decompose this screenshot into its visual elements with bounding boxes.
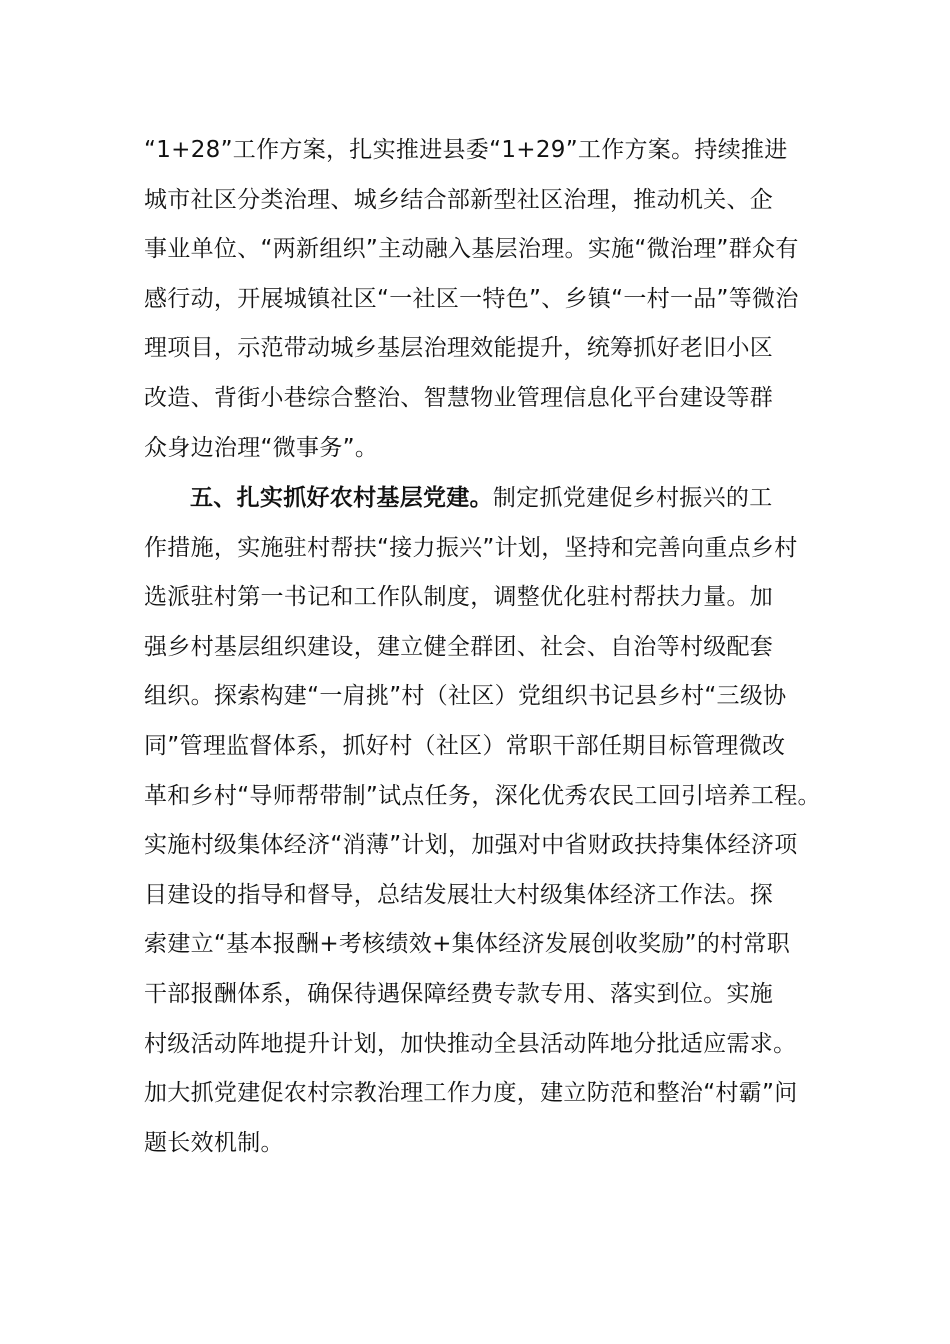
- text-line: 选派驻村第一书记和工作队制度，调整优化驻村帮扶力量。加: [144, 584, 774, 611]
- text-line: 加大抓党建促农村宗教治理工作力度，建立防范和整治“村霸”问: [144, 1080, 798, 1107]
- paragraph-rural-party-building: [144, 474, 834, 1168]
- text-line: 作措施，实施驻村帮扶“接力振兴”计划，坚持和完善向重点乡村: [144, 534, 798, 561]
- text-line: 同”管理监督体系，抓好村（社区）常职干部任期目标管理微改: [144, 732, 786, 759]
- text-line: “1+28”工作方案，扎实推进县委“1+29”工作方案。持续推进: [144, 137, 788, 163]
- text-line: 强乡村基层组织建设，建立健全群团、社会、自治等村级配套: [144, 633, 774, 660]
- text-line: 索建立“基本报酬+考核绩效+集体经济发展创收奖励”的村常职: [144, 931, 791, 958]
- paragraph-community-governance: [144, 126, 834, 473]
- section-heading: 五、扎实抓好农村基层党建。: [190, 485, 493, 511]
- text-line: 众身边治理“微事务”。: [144, 434, 379, 461]
- text-line: 题长效机制。: [144, 1129, 284, 1156]
- text-line: 事业单位、“两新组织”主动融入基层治理。实施“微治理”群众有: [144, 236, 799, 263]
- text-line: 城市社区分类治理、城乡结合部新型社区治理，推动机关、企: [144, 186, 774, 213]
- first-line-text: 制定抓党建促乡村振兴的工: [492, 485, 773, 511]
- paragraph-first-line: [144, 474, 834, 524]
- text-line: 村级活动阵地提升计划，加快推动全县活动阵地分批适应需求。: [144, 1030, 797, 1057]
- text-line: 实施村级集体经济“消薄”计划，加强对中省财政扶持集体经济项: [144, 832, 798, 859]
- text-line: 组织。探索构建“一肩挑”村（社区）党组织书记县乡村“三级协: [144, 683, 787, 710]
- text-line: 理项目，示范带动城乡基层治理效能提升，统筹抓好老旧小区: [144, 335, 774, 362]
- text-line: 改造、背街小巷综合整治、智慧物业管理信息化平台建设等群: [144, 384, 774, 411]
- text-line: 感行动，开展城镇社区“一社区一特色”、乡镇“一村一品”等微治: [144, 285, 799, 312]
- text-line: 干部报酬体系，确保待遇保障经费专款专用、落实到位。实施: [144, 980, 774, 1007]
- text-line: 革和乡村“导师帮带制”试点任务，深化优秀农民工回引培养工程。: [144, 782, 821, 809]
- text-line: 目建设的指导和督导，总结发展壮大村级集体经济工作法。探: [144, 881, 774, 908]
